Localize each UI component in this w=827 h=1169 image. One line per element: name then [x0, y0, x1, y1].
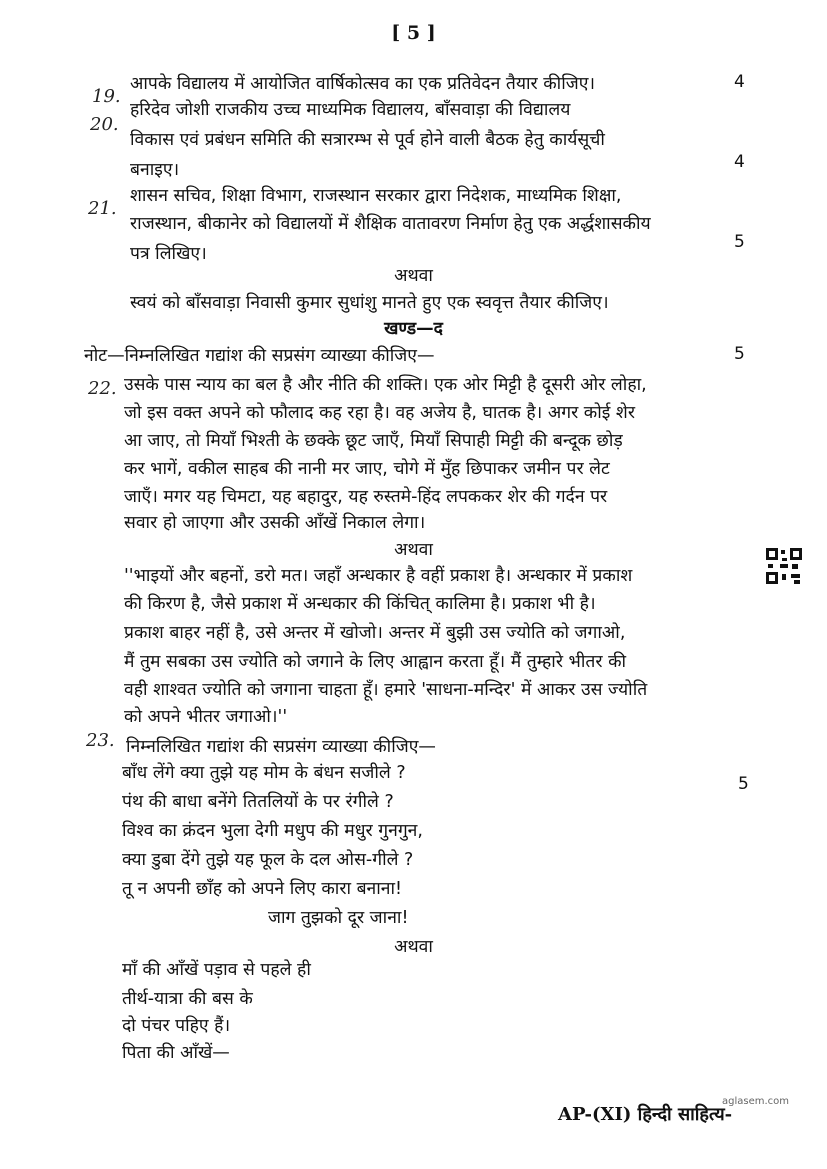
question-19-text: आपके विद्यालय में आयोजित वार्षिकोत्सव का एक प्रतिवेदन तैयार कीजिए।	[130, 74, 596, 94]
poem-refrain: जाग तुझको दूर जाना!	[268, 908, 409, 928]
poem-line-3: विश्व का क्रंदन भुला देगी मधुप की मधुर गुनगुन,	[122, 821, 423, 841]
section-note: नोट—निम्नलिखित गद्यांश की सप्रसंग व्याख्या कीजिए—	[84, 346, 435, 366]
question-21-line-1: शासन सचिव, शिक्षा विभाग, राजस्थान सरकार द्वारा निदेशक, माध्यमिक शिक्षा,	[130, 186, 622, 206]
poem-line-1: बाँध लेंगे क्या तुझे यह मोम के बंधन सजीले ?	[122, 763, 406, 783]
alt-poem-line-1: माँ की आँखें पड़ाव से पहले ही	[122, 960, 311, 980]
alt-poem-line-3: दो पंचर पहिए हैं।	[122, 1016, 231, 1036]
question-21-marks: 5	[734, 232, 745, 252]
or-label-22: अथवा	[394, 540, 433, 560]
question-22-line-4: कर भागें, वकील साहब की नानी मर जाए, चोगे में मुँह छिपाकर जमीन पर लेट	[124, 459, 610, 479]
question-number-20: 20.	[90, 114, 119, 135]
question-19-marks: 4	[734, 72, 745, 92]
alt-poem-line-2: तीर्थ-यात्रा की बस के	[122, 989, 253, 1009]
question-22-alt-line-1: ''भाइयों और बहनों, डरो मत। जहाँ अन्धकार है वहीं प्रकाश है। अन्धकार में प्रकाश	[124, 566, 633, 586]
question-22-line-2: जो इस वक्त अपने को फौलाद कह रहा है। वह अजेय है, घातक है। अगर कोई शेर	[124, 403, 635, 423]
or-label-23: अथवा	[394, 937, 433, 957]
footer-code: AP-(XI) हिन्दी साहित्य-	[558, 1104, 733, 1125]
question-22-alt-line-4: मैं तुम सबका उस ज्योति को जगाने के लिए आह्वान करता हूँ। मैं तुम्हारे भीतर की	[124, 652, 627, 672]
or-label-21: अथवा	[394, 266, 433, 286]
question-number-19: 19.	[92, 86, 121, 107]
poem-line-2: पंथ की बाधा बनेंगे तितलियों के पर रंगीले ?	[122, 792, 394, 812]
question-number-21: 21.	[88, 198, 117, 219]
question-22-line-5: जाएँ। मगर यह चिमटा, यह बहादुर, यह रुस्तमे-हिंद लपककर शेर की गर्दन पर	[124, 487, 608, 507]
qr-code	[766, 548, 802, 584]
question-number-22: 22.	[88, 378, 117, 399]
question-22-line-3: आ जाए, तो मियाँ भिश्ती के छक्के छूट जाएँ, मियाँ सिपाही मिट्टी की बन्दूक छोड़	[124, 431, 623, 451]
question-20-line-3: बनाइए।	[130, 160, 180, 180]
question-22-alt-line-5: वही शाश्वत ज्योति को जगाना चाहता हूँ। हमारे 'साधना-मन्दिर' में आकर उस ज्योति	[124, 680, 648, 700]
note-marks: 5	[734, 344, 745, 364]
page-number: [ 5 ]	[391, 22, 436, 44]
question-21-alternative: स्वयं को बाँसवाड़ा निवासी कुमार सुधांशु मानते हुए एक स्ववृत्त तैयार कीजिए।	[130, 293, 609, 313]
section-title: खण्ड—द	[384, 319, 443, 339]
question-20-line-2: विकास एवं प्रबंधन समिति की सत्रारम्भ से पूर्व होने वाली बैठक हेतु कार्यसूची	[130, 130, 605, 150]
question-21-line-3: पत्र लिखिए।	[130, 244, 207, 264]
question-number-23: 23.	[86, 730, 115, 751]
question-23-heading: निम्नलिखित गद्यांश की सप्रसंग व्याख्या कीजिए—	[126, 737, 436, 757]
alt-poem-line-4: पिता की आँखें—	[122, 1043, 230, 1063]
question-20-line-1: हरिदेव जोशी राजकीय उच्च माध्यमिक विद्यालय, बाँसवाड़ा की विद्यालय	[130, 100, 571, 120]
watermark: aglasem.com	[722, 1096, 790, 1107]
question-21-line-2: राजस्थान, बीकानेर को विद्यालयों में शैक्षिक वातावरण निर्माण हेतु एक अर्द्धशासकीय	[130, 214, 651, 234]
question-22-alt-line-6: को अपने भीतर जगाओ।''	[124, 707, 288, 727]
poem-line-4: क्या डुबा देंगे तुझे यह फूल के दल ओस-गीले ?	[122, 850, 414, 870]
question-23-marks: 5	[738, 774, 749, 794]
question-20-marks: 4	[734, 152, 745, 172]
question-22-line-1: उसके पास न्याय का बल है और नीति की शक्ति। एक ओर मिट्टी है दूसरी ओर लोहा,	[124, 375, 647, 395]
poem-line-5: तू न अपनी छाँह को अपने लिए कारा बनाना!	[122, 879, 403, 899]
question-22-alt-line-3: प्रकाश बाहर नहीं है, उसे अन्तर में खोजो। अन्तर में बुझी उस ज्योति को जगाओ,	[124, 623, 626, 643]
question-22-alt-line-2: की किरण है, जैसे प्रकाश में अन्धकार की किंचित् कालिमा है। प्रकाश भी है।	[124, 594, 596, 614]
question-22-line-6: सवार हो जाएगा और उसकी आँखें निकाल लेगा।	[124, 513, 426, 533]
